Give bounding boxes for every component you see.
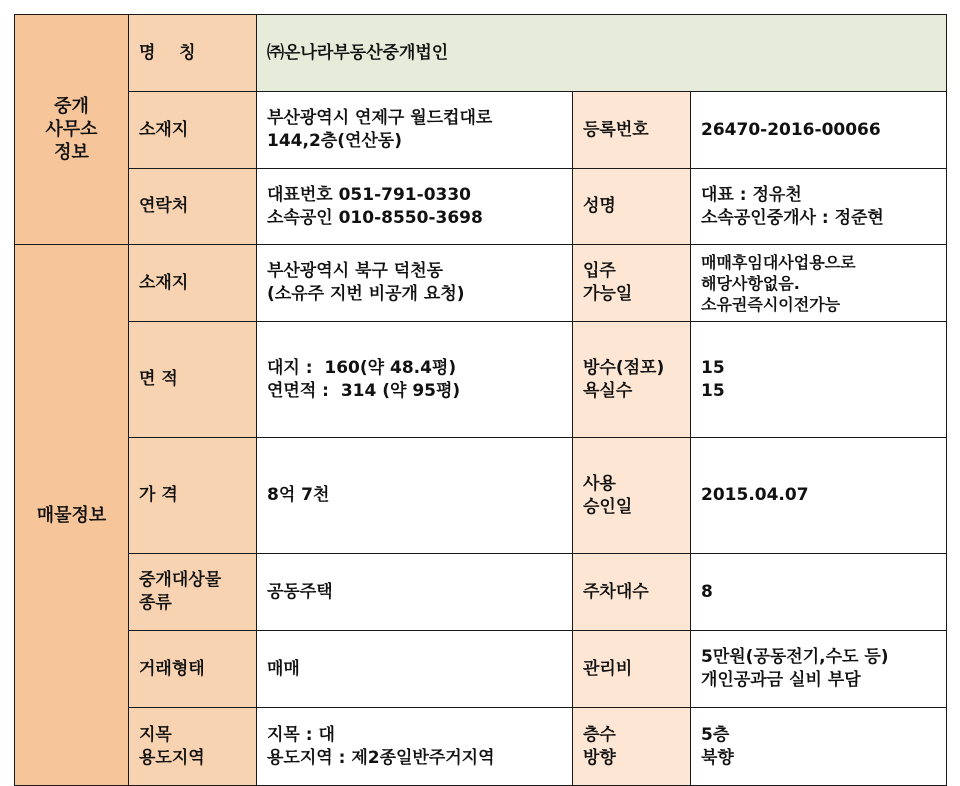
property-row-label2 <box>573 631 691 708</box>
property-row-label2-line: 승인일 <box>583 496 633 517</box>
property-row-value2 <box>691 438 947 554</box>
property-row-label-line: 용도지역 <box>139 747 205 768</box>
property-row-label <box>129 438 257 554</box>
property-row-label <box>129 554 257 631</box>
property-row-value2 <box>691 631 947 708</box>
office-address-value <box>257 92 573 169</box>
property-row-label <box>129 631 257 708</box>
office-section-line: 정보 <box>54 142 89 163</box>
property-row-value2-line: 소유권즉시이전가능 <box>701 294 841 314</box>
property-row-label <box>129 708 257 786</box>
property-row-value-line: 부산광역시 북구 덕천동 <box>267 261 444 281</box>
property-row-value2-line: 5층 <box>701 724 730 745</box>
office-person-value <box>691 169 947 245</box>
property-row-label-line: 종류 <box>139 593 172 613</box>
property-row-value2 <box>691 322 947 438</box>
property-row-value2 <box>691 245 947 322</box>
property-row-value-line: 용도지역 : 제2종일반주거지역 <box>267 747 495 768</box>
property-row-label2 <box>573 322 691 438</box>
property-row-value2-line: 5만원(공동전기,수도 등) <box>701 647 889 667</box>
property-row-value-line: 8억 7천 <box>267 485 330 505</box>
property-row-label2-line: 주차대수 <box>583 581 649 602</box>
office-address-label: 소재지 <box>129 92 257 169</box>
office-contact-line: 대표번호 051-791-0330 <box>267 184 472 205</box>
property-row-value-line: 대지 : 160(약 48.4평) <box>267 357 457 378</box>
property-row-value-line: 공동주택 <box>267 581 333 602</box>
property-row-value2-line: 매매후임대사업용으로 <box>701 252 856 272</box>
office-person-line: 소속공인중개사 : 정준현 <box>701 207 884 228</box>
office-section-line: 사무소 <box>45 119 98 140</box>
office-address-line: 144,2층(연산동) <box>267 131 402 151</box>
property-row-value <box>257 554 573 631</box>
property-row-value-line: 매매 <box>267 658 300 679</box>
property-row-label2 <box>573 438 691 554</box>
property-row-value2 <box>691 708 947 786</box>
property-row-value-line: 연면적 : 314 (약 95평) <box>267 380 461 401</box>
property-row-label-line: 지목 <box>139 724 172 745</box>
office-contact-value <box>257 169 573 245</box>
registration-number-value: 26470-2016-00066 <box>691 92 947 169</box>
office-name-label: 명 칭 <box>129 15 257 92</box>
property-row-value2-line: 해당사항없음. <box>701 273 800 293</box>
office-person-line: 대표 : 정유천 <box>701 184 802 205</box>
property-row-label2-line: 사용 <box>583 473 616 494</box>
property-row-value2-line: 15 <box>701 380 725 401</box>
property-row-label2-line: 층수 <box>583 724 616 745</box>
property-row-label2-line: 욕실수 <box>583 380 633 401</box>
office-person-label: 성명 <box>573 169 691 245</box>
property-row-label-line: 가 격 <box>139 485 178 505</box>
property-row-value2 <box>691 554 947 631</box>
property-row-label <box>129 322 257 438</box>
property-row-label2-line: 관리비 <box>583 658 633 679</box>
office-contact-line: 소속공인 010-8550-3698 <box>267 207 483 228</box>
property-row-value <box>257 708 573 786</box>
property-row-value-line: 지목 : 대 <box>267 724 335 745</box>
property-row-value <box>257 438 573 554</box>
office-address-line: 부산광역시 연제구 월드컵대로 <box>267 108 493 128</box>
office-name-value: ㈜온나라부동산중개법인 <box>257 15 947 92</box>
property-row-label-line: 면 적 <box>139 369 178 389</box>
property-row-label2-line: 방수(점포) <box>583 357 665 378</box>
property-row-value2-line: 개인공과금 실비 부담 <box>701 670 861 690</box>
registration-number-label: 등록번호 <box>573 92 691 169</box>
property-row-label <box>129 245 257 322</box>
real-estate-info-table <box>14 14 947 786</box>
property-row-value <box>257 631 573 708</box>
property-row-value2-line: 15 <box>701 357 725 378</box>
property-row-label2 <box>573 245 691 322</box>
office-section-label <box>15 15 129 245</box>
property-row-value <box>257 322 573 438</box>
property-row-value2-line: 2015.04.07 <box>701 485 809 505</box>
property-row-label2-line: 방향 <box>583 747 616 768</box>
property-row-label2 <box>573 554 691 631</box>
property-row-value2-line: 8 <box>701 581 713 602</box>
office-contact-label: 연락처 <box>129 169 257 245</box>
property-row-label2-line: 입주 <box>583 261 616 281</box>
property-row-label2-line: 가능일 <box>583 284 633 304</box>
property-section-label: 매물정보 <box>15 245 129 786</box>
property-row-label-line: 거래형태 <box>139 658 205 679</box>
property-row-value2-line: 북향 <box>701 747 734 768</box>
office-section-line: 중개 <box>54 96 89 117</box>
property-row-label2 <box>573 708 691 786</box>
property-row-value-line: (소유주 지번 비공개 요청) <box>267 284 465 304</box>
property-row-label-line: 중개대상물 <box>139 570 222 590</box>
property-row-value <box>257 245 573 322</box>
property-row-label-line: 소재지 <box>139 272 189 293</box>
